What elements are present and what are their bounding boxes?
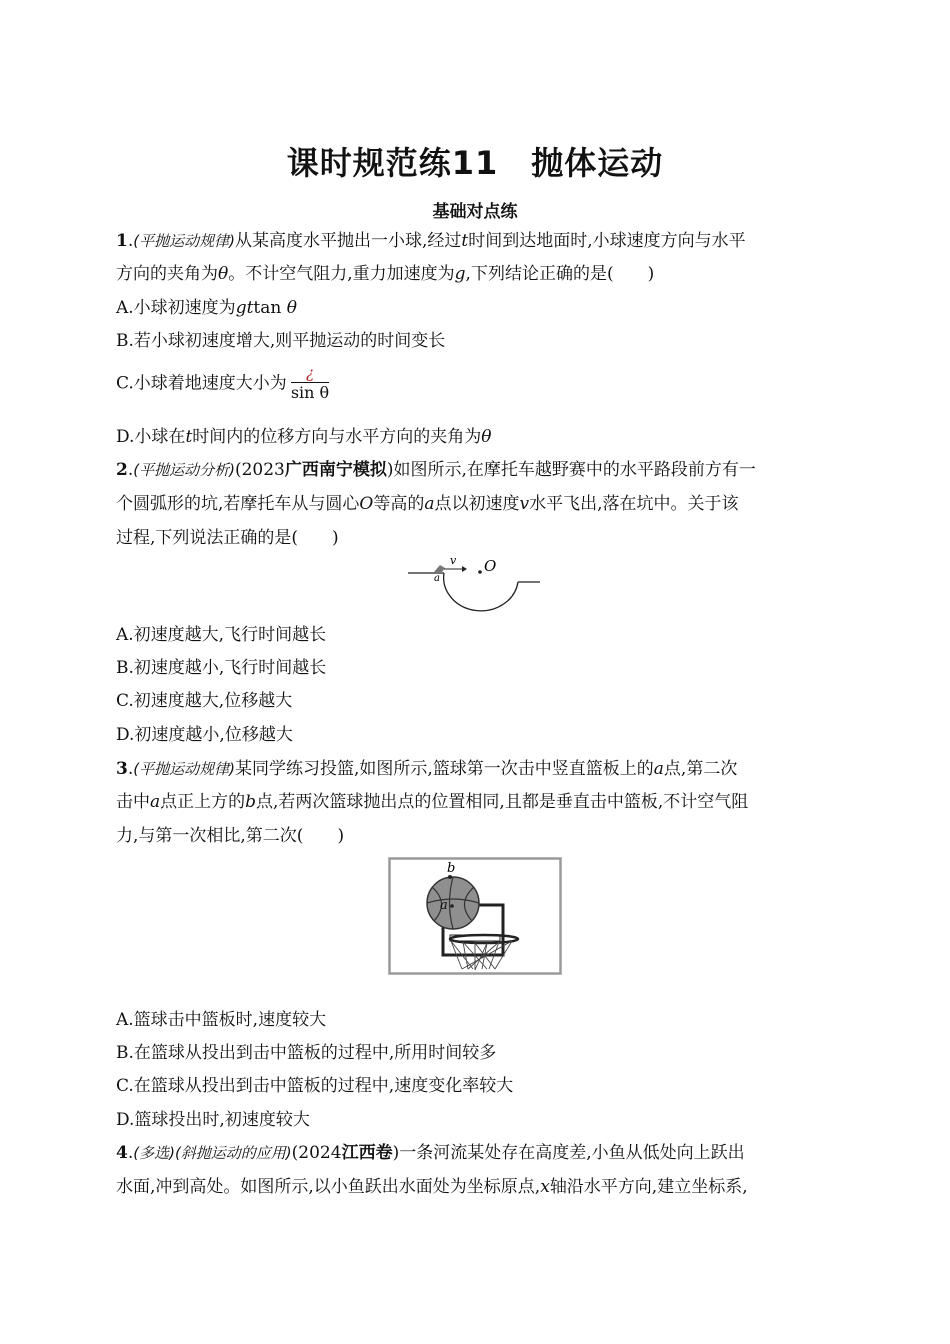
q3-var-b: b: [245, 792, 257, 812]
q3-basketball-figure: [388, 857, 562, 975]
q2-number: 2: [116, 460, 128, 480]
q2-pit-arc: [444, 573, 518, 611]
q2-text: 点以初速度: [434, 494, 520, 514]
q2-source: ): [386, 460, 394, 480]
q3-text: 点,第二次: [663, 759, 738, 779]
q3-text: 点,若两次篮球抛出点的位置相同,且都是垂直击中篮板,不计空气阻: [256, 792, 749, 812]
q2-fig-label-a: a: [434, 573, 440, 584]
q3-number: 3: [116, 759, 128, 779]
q1-text: ,下列结论正确的是( ): [465, 264, 655, 284]
q2-source: (2023: [234, 460, 285, 480]
q3-basketball: [427, 877, 479, 929]
q2-text: 如图所示,在摩托车越野赛中的水平路段前方有一: [393, 460, 756, 480]
q1-var-theta: θ: [218, 264, 229, 284]
q4-source: ): [392, 1143, 400, 1163]
section-title: 基础对点练: [432, 202, 518, 222]
q1-tag: (平抛运动规律): [133, 232, 235, 250]
q1-opt-text: D.小球在: [116, 427, 186, 447]
q1-text: 时间到达地面时,小球速度方向与水平: [468, 231, 746, 251]
q4-text: 轴沿水平方向,建立坐标系,: [549, 1177, 748, 1197]
q4-var-x: x: [540, 1177, 550, 1197]
q1-var-t: t: [461, 231, 469, 251]
q1-var-theta: θ: [481, 427, 492, 447]
q4-line-2: [116, 1176, 748, 1198]
page-title: 课时规范练11 抛体运动: [286, 144, 664, 182]
q4-text: 一条河流某处存在高度差,小鱼从低处向上跃出: [399, 1143, 745, 1163]
q1-fraction: [291, 364, 329, 403]
q1-var-gt: gt: [235, 298, 254, 318]
q2-option-b: B.初速度越小,飞行时间越长: [116, 658, 327, 678]
q1-text: 方向的夹角为: [116, 264, 218, 284]
q3-text: 点正上方的: [160, 792, 246, 812]
q1-option-a: [116, 297, 297, 319]
q4-source: (2024: [291, 1143, 342, 1163]
q3-var-a: a: [150, 792, 161, 812]
q1-text: 从某高度水平抛出一小球,经过: [234, 231, 462, 251]
q2-source-name: 广西南宁模拟: [284, 460, 387, 480]
q1-frac-denominator: sin θ: [290, 383, 330, 402]
q2-arrow-head: [462, 566, 467, 572]
q1-var-t: t: [185, 427, 193, 447]
q3-option-d: D.篮球投出时,初速度较大: [116, 1110, 310, 1130]
q2-fig-label-O: O: [484, 557, 497, 575]
q4-tag: (多选)(斜抛运动的应用): [133, 1144, 292, 1162]
q1-var-theta: θ: [286, 298, 297, 318]
q3-text: 某同学练习投篮,如图所示,篮球第一次击中竖直篮板上的: [234, 759, 654, 779]
q2-pit-figure: [400, 552, 550, 612]
q2-text: 水平飞出,落在坑中。关于该: [529, 494, 739, 514]
q2-var-O: O: [359, 494, 374, 514]
q2-text: 等高的: [373, 494, 425, 514]
q4-text: 水面,冲到高处。如图所示,以小鱼跃出水面处为坐标原点,: [116, 1177, 541, 1197]
q3-var-a: a: [653, 759, 664, 779]
q4-number: 4: [116, 1143, 128, 1163]
q3-option-a: A.篮球击中篮板时,速度较大: [116, 1010, 327, 1030]
q2-line-1: 2.(平抛运动分析)(2023广西南宁模拟)如图所示,在摩托车越野赛中的水平路段前方有一: [116, 460, 756, 480]
q2-fig-label-v: v: [450, 554, 457, 567]
q2-var-a: a: [424, 494, 435, 514]
q2-var-v: v: [519, 494, 530, 514]
q4-line-1: 4.(多选)(斜抛运动的应用)(2024江西卷)一条河流某处存在高度差,小鱼从低处向上跃出: [116, 1143, 745, 1163]
q1-var-g: g: [454, 264, 466, 284]
q3-text: 击中: [116, 792, 150, 812]
q2-option-a: A.初速度越大,飞行时间越长: [116, 625, 327, 645]
q2-center-point: [478, 570, 482, 574]
q3-fig-label-b: b: [447, 861, 456, 876]
q1-opt-text: A.小球初速度为: [116, 298, 236, 318]
q1-frac-numerator: ¿: [291, 364, 329, 383]
q1-line-2: [116, 263, 654, 285]
q3-tag: (平抛运动规律): [133, 760, 235, 778]
q1-line-1: 1.(平抛运动规律)从某高度水平抛出一小球,经过t时间到达地面时,小球速度方向与水平: [116, 231, 746, 251]
q1-option-c: [116, 364, 329, 403]
q3-option-c: C.在篮球从投出到击中篮板的过程中,速度变化率较大: [116, 1076, 514, 1096]
q3-line-2: [116, 791, 748, 813]
q3-line-3: 力,与第一次相比,第二次( ): [116, 826, 345, 846]
q2-line-2: [116, 493, 739, 515]
q3-option-b: B.在篮球从投出到击中篮板的过程中,所用时间较多: [116, 1043, 497, 1063]
q2-motorcycle-icon: [434, 565, 445, 572]
q2-tag: (平抛运动分析): [133, 461, 235, 479]
q1-text: 。不计空气阻力,重力加速度为: [228, 264, 455, 284]
q3-point-a: [450, 904, 454, 908]
q3-fig-label-a: a: [440, 898, 448, 913]
q1-opt-text: C.小球着地速度大小为: [116, 373, 287, 394]
q1-option-b: B.若小球初速度增大,则平抛运动的时间变长: [116, 331, 446, 351]
q1-option-d: [116, 426, 492, 448]
q1-number: 1: [116, 231, 128, 251]
q4-source-name: 江西卷: [341, 1143, 393, 1163]
q1-opt-text: tan: [253, 298, 282, 318]
q1-opt-text: 时间内的位移方向与水平方向的夹角为: [192, 427, 482, 447]
q3-line-1: 3.(平抛运动规律)某同学练习投篮,如图所示,篮球第一次击中竖直篮板上的a点,第二次: [116, 759, 738, 779]
q2-option-d: D.初速度越小,位移越大: [116, 725, 293, 745]
q2-line-3: 过程,下列说法正确的是( ): [116, 528, 339, 548]
q2-text: 个圆弧形的坑,若摩托车从与圆心: [116, 494, 360, 514]
q2-option-c: C.初速度越大,位移越大: [116, 691, 293, 711]
